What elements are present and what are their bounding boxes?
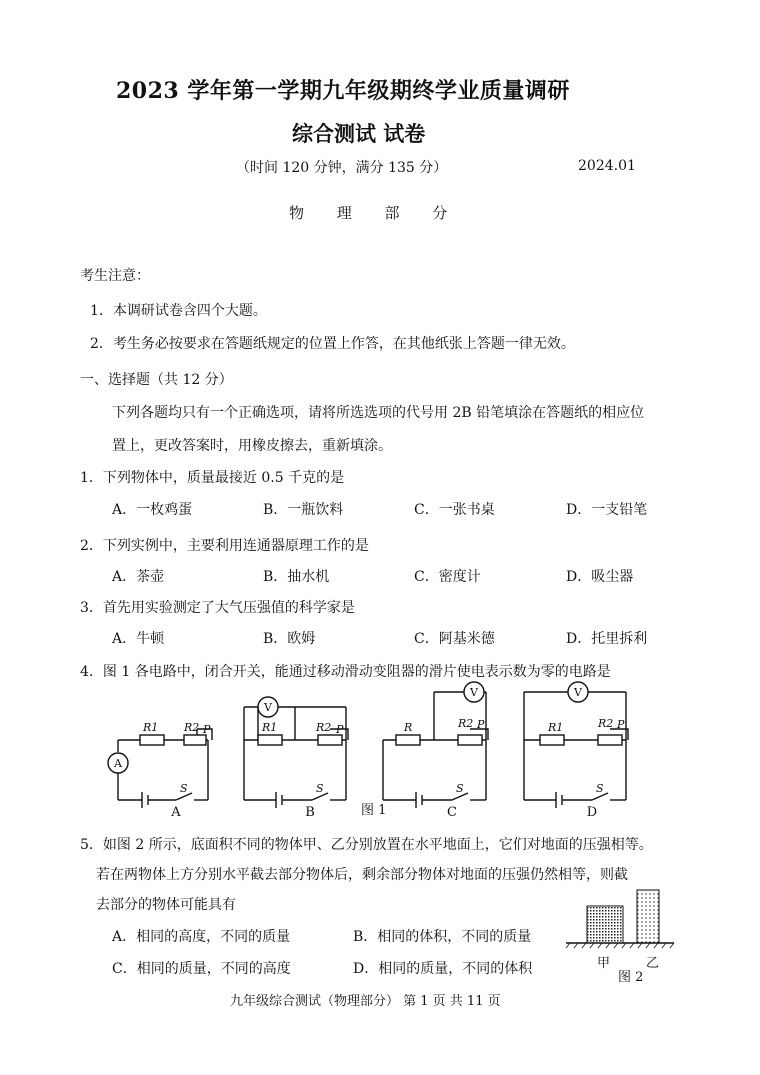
option-c: C．相同的质量，不同的高度 xyxy=(112,961,291,977)
block-yi xyxy=(637,890,659,943)
rheostat-r2 xyxy=(318,735,342,745)
notice-item: 2．考生务必按要求在答题纸规定的位置上作答，在其他纸张上答题一律无效。 xyxy=(90,336,575,352)
option-b: B．一瓶饮料 xyxy=(263,502,344,518)
question-stem: 2．下列实例中，主要利用连通器原理工作的是 xyxy=(80,538,369,554)
part-heading: 一、选择题（共 12 分） xyxy=(80,372,233,388)
option-a: A．相同的高度，不同的质量 xyxy=(112,929,291,945)
circuit-label-d: D xyxy=(586,805,598,820)
section-title: 物 理 部 分 xyxy=(289,204,462,222)
circuit-label-c: C xyxy=(447,805,457,820)
label-r2: R2 xyxy=(184,721,200,734)
exam-date: 2024.01 xyxy=(578,158,636,174)
label-p: P xyxy=(477,718,485,731)
label-p: P xyxy=(617,718,625,731)
label-s: S xyxy=(316,782,324,795)
option-d: D．托里拆利 xyxy=(566,631,648,647)
option-b: B．欧姆 xyxy=(263,631,316,647)
figure-1-caption: 图 1 xyxy=(361,803,387,818)
question-stem: 1．下列物体中，质量最接近 0.5 千克的是 xyxy=(80,470,345,486)
option-a: A．茶壶 xyxy=(112,569,165,585)
circuit-label-b: B xyxy=(305,805,315,820)
notice-heading: 考生注意： xyxy=(80,268,150,284)
question-stem: 4．图 1 各电路中，闭合开关，能通过移动滑动变阻器的滑片使电表示数为零的电路是 xyxy=(80,664,611,680)
circuit-b xyxy=(244,697,348,808)
ammeter-label: A xyxy=(114,757,122,770)
label-r2: R2 xyxy=(458,717,474,730)
option-a: A．一枚鸡蛋 xyxy=(112,502,193,518)
option-d: D．一支铅笔 xyxy=(566,502,648,518)
label-r2: R2 xyxy=(316,721,332,734)
option-c: C．阿基米德 xyxy=(414,631,495,647)
resistor-r1 xyxy=(140,735,164,745)
question-stem: 若在两物体上方分别水平截去部分物体后，剩余部分物体对地面的压强仍然相等，则截 xyxy=(96,867,628,883)
option-b: B．相同的体积，不同的质量 xyxy=(353,929,532,945)
question-stem: 去部分的物体可能具有 xyxy=(96,897,236,913)
label-r2: R2 xyxy=(598,717,614,730)
resistor-r xyxy=(396,735,420,745)
rheostat-r2 xyxy=(598,735,622,745)
label-r1: R1 xyxy=(143,721,159,734)
notice-item: 1．本调研试卷含四个大题。 xyxy=(90,303,267,319)
option-c: C．密度计 xyxy=(414,569,481,585)
question-stem: 3．首先用实验测定了大气压强值的科学家是 xyxy=(80,600,355,616)
part-instruction: 置上，更改答案时，用橡皮擦去，重新填涂。 xyxy=(112,438,392,454)
label-r1: R1 xyxy=(262,721,278,734)
option-d: D．吸尘器 xyxy=(566,569,634,585)
figure-2-caption: 图 2 xyxy=(618,970,644,985)
rheostat-r2 xyxy=(184,735,206,745)
time-info: （时间 120 分钟，满分 135 分） xyxy=(236,160,448,176)
rheostat-r2 xyxy=(458,735,482,745)
page-footer: 九年级综合测试（物理部分） 第 1 页 共 11 页 xyxy=(230,994,501,1009)
label-r1: R1 xyxy=(548,721,564,734)
resistor-r1 xyxy=(540,735,564,745)
resistor-r1 xyxy=(258,735,282,745)
circuit-c xyxy=(383,682,488,808)
label-p: P xyxy=(203,723,211,736)
figure-2 xyxy=(560,880,680,950)
circuit-label-a: A xyxy=(171,805,181,820)
part-instruction: 下列各题均只有一个正确选项，请将所选选项的代号用 2B 铅笔填涂在答题纸的相应位 xyxy=(112,405,645,421)
label-r: R xyxy=(404,721,413,734)
option-c: C．一张书桌 xyxy=(414,502,495,518)
block-jia xyxy=(587,906,623,943)
label-s: S xyxy=(596,782,604,795)
circuit-a xyxy=(108,729,212,808)
label-p: P xyxy=(336,723,344,736)
label-s: S xyxy=(180,782,188,795)
option-b: B．抽水机 xyxy=(263,569,330,585)
voltmeter-label: V xyxy=(574,686,582,699)
voltmeter-label: V xyxy=(470,686,478,699)
question-stem: 5．如图 2 所示，底面积不同的物体甲、乙分别放置在水平地面上，它们对地面的压强相等。 xyxy=(80,837,653,853)
circuit-d xyxy=(524,682,628,808)
label-s: S xyxy=(456,782,464,795)
voltmeter-label: V xyxy=(264,701,272,714)
figure-2-label-jia: 甲 xyxy=(597,956,611,971)
exam-title: 2023 学年第一学期九年级期终学业质量调研 xyxy=(116,78,570,104)
option-d: D．相同的质量，不同的体积 xyxy=(353,961,533,977)
figure-2-label-yi: 乙 xyxy=(646,956,660,971)
exam-subtitle: 综合测试 试卷 xyxy=(292,121,426,146)
option-a: A．牛顿 xyxy=(112,631,165,647)
